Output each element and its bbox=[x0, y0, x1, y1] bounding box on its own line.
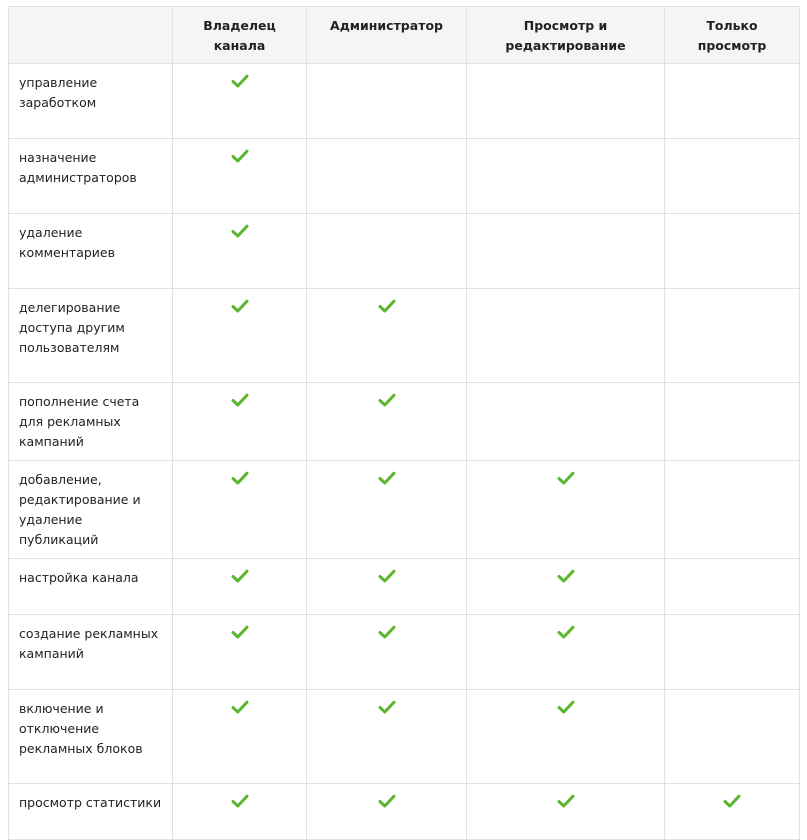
check-icon bbox=[557, 625, 575, 639]
table-row bbox=[9, 214, 800, 289]
permission-cell-admin bbox=[307, 615, 467, 690]
table-row bbox=[9, 289, 800, 383]
permission-cell-admin bbox=[307, 383, 467, 461]
feature-label: создание рекламных кампаний bbox=[9, 615, 173, 690]
table-row bbox=[9, 139, 800, 214]
header-admin: Администратор bbox=[307, 7, 467, 64]
check-icon bbox=[231, 299, 249, 313]
check-icon bbox=[231, 794, 249, 808]
feature-label: просмотр статистики bbox=[9, 784, 173, 840]
check-icon bbox=[231, 471, 249, 485]
permission-cell-edit bbox=[467, 615, 665, 690]
permission-cell-view bbox=[665, 289, 800, 383]
permission-cell-edit bbox=[467, 214, 665, 289]
permission-cell-edit bbox=[467, 139, 665, 214]
table-row bbox=[9, 559, 800, 615]
permission-cell-edit bbox=[467, 64, 665, 139]
check-icon bbox=[231, 625, 249, 639]
check-icon bbox=[557, 471, 575, 485]
check-icon bbox=[231, 149, 249, 163]
permission-cell-owner bbox=[173, 690, 307, 784]
permission-cell-owner bbox=[173, 289, 307, 383]
permission-cell-view bbox=[665, 690, 800, 784]
check-icon bbox=[231, 393, 249, 407]
permission-cell-view bbox=[665, 559, 800, 615]
permission-cell-view bbox=[665, 139, 800, 214]
permission-cell-owner bbox=[173, 383, 307, 461]
permission-cell-owner bbox=[173, 559, 307, 615]
check-icon bbox=[723, 794, 741, 808]
permission-cell-edit bbox=[467, 289, 665, 383]
permission-cell-admin bbox=[307, 461, 467, 559]
permission-cell-owner bbox=[173, 64, 307, 139]
table-row bbox=[9, 690, 800, 784]
feature-label: делегирование доступа другим пользователям bbox=[9, 289, 173, 383]
header-edit: Просмотр и редактирование bbox=[467, 7, 665, 64]
check-icon bbox=[231, 74, 249, 88]
permission-cell-owner bbox=[173, 461, 307, 559]
feature-label: включение и отключение рекламных блоков bbox=[9, 690, 173, 784]
check-icon bbox=[378, 569, 396, 583]
feature-label: удаление комментариев bbox=[9, 214, 173, 289]
permission-cell-view bbox=[665, 615, 800, 690]
permission-cell-edit bbox=[467, 784, 665, 840]
check-icon bbox=[378, 393, 396, 407]
permission-cell-owner bbox=[173, 139, 307, 214]
permission-cell-owner bbox=[173, 615, 307, 690]
permission-cell-owner bbox=[173, 784, 307, 840]
header-corner bbox=[9, 7, 173, 64]
permission-cell-view bbox=[665, 64, 800, 139]
table-row bbox=[9, 64, 800, 139]
table-row bbox=[9, 461, 800, 559]
table-row bbox=[9, 383, 800, 461]
permissions-table bbox=[8, 6, 800, 840]
feature-label: настройка канала bbox=[9, 559, 173, 615]
permission-cell-view bbox=[665, 461, 800, 559]
header-view: Только просмотр bbox=[665, 7, 800, 64]
permission-cell-view bbox=[665, 383, 800, 461]
permission-cell-view bbox=[665, 784, 800, 840]
feature-label: пополнение счета для рекламных кампаний bbox=[9, 383, 173, 461]
check-icon bbox=[557, 794, 575, 808]
header-owner: Владелец канала bbox=[173, 7, 307, 64]
check-icon bbox=[378, 299, 396, 313]
permission-cell-admin bbox=[307, 214, 467, 289]
table-row bbox=[9, 615, 800, 690]
feature-label: управление заработком bbox=[9, 64, 173, 139]
permission-cell-admin bbox=[307, 64, 467, 139]
permission-cell-admin bbox=[307, 289, 467, 383]
permission-cell-admin bbox=[307, 690, 467, 784]
permission-cell-edit bbox=[467, 383, 665, 461]
check-icon bbox=[378, 700, 396, 714]
check-icon bbox=[557, 569, 575, 583]
permission-cell-edit bbox=[467, 559, 665, 615]
permission-cell-admin bbox=[307, 139, 467, 214]
feature-label: добавление, редактирование и удаление публикаций bbox=[9, 461, 173, 559]
check-icon bbox=[378, 471, 396, 485]
check-icon bbox=[378, 794, 396, 808]
permission-cell-admin bbox=[307, 559, 467, 615]
permission-cell-view bbox=[665, 214, 800, 289]
feature-label: назначение администраторов bbox=[9, 139, 173, 214]
permission-cell-owner bbox=[173, 214, 307, 289]
permission-cell-edit bbox=[467, 461, 665, 559]
permission-cell-admin bbox=[307, 784, 467, 840]
header-row bbox=[9, 7, 800, 64]
check-icon bbox=[231, 700, 249, 714]
check-icon bbox=[231, 569, 249, 583]
table-row bbox=[9, 784, 800, 840]
permission-cell-edit bbox=[467, 690, 665, 784]
check-icon bbox=[231, 224, 249, 238]
check-icon bbox=[557, 700, 575, 714]
check-icon bbox=[378, 625, 396, 639]
